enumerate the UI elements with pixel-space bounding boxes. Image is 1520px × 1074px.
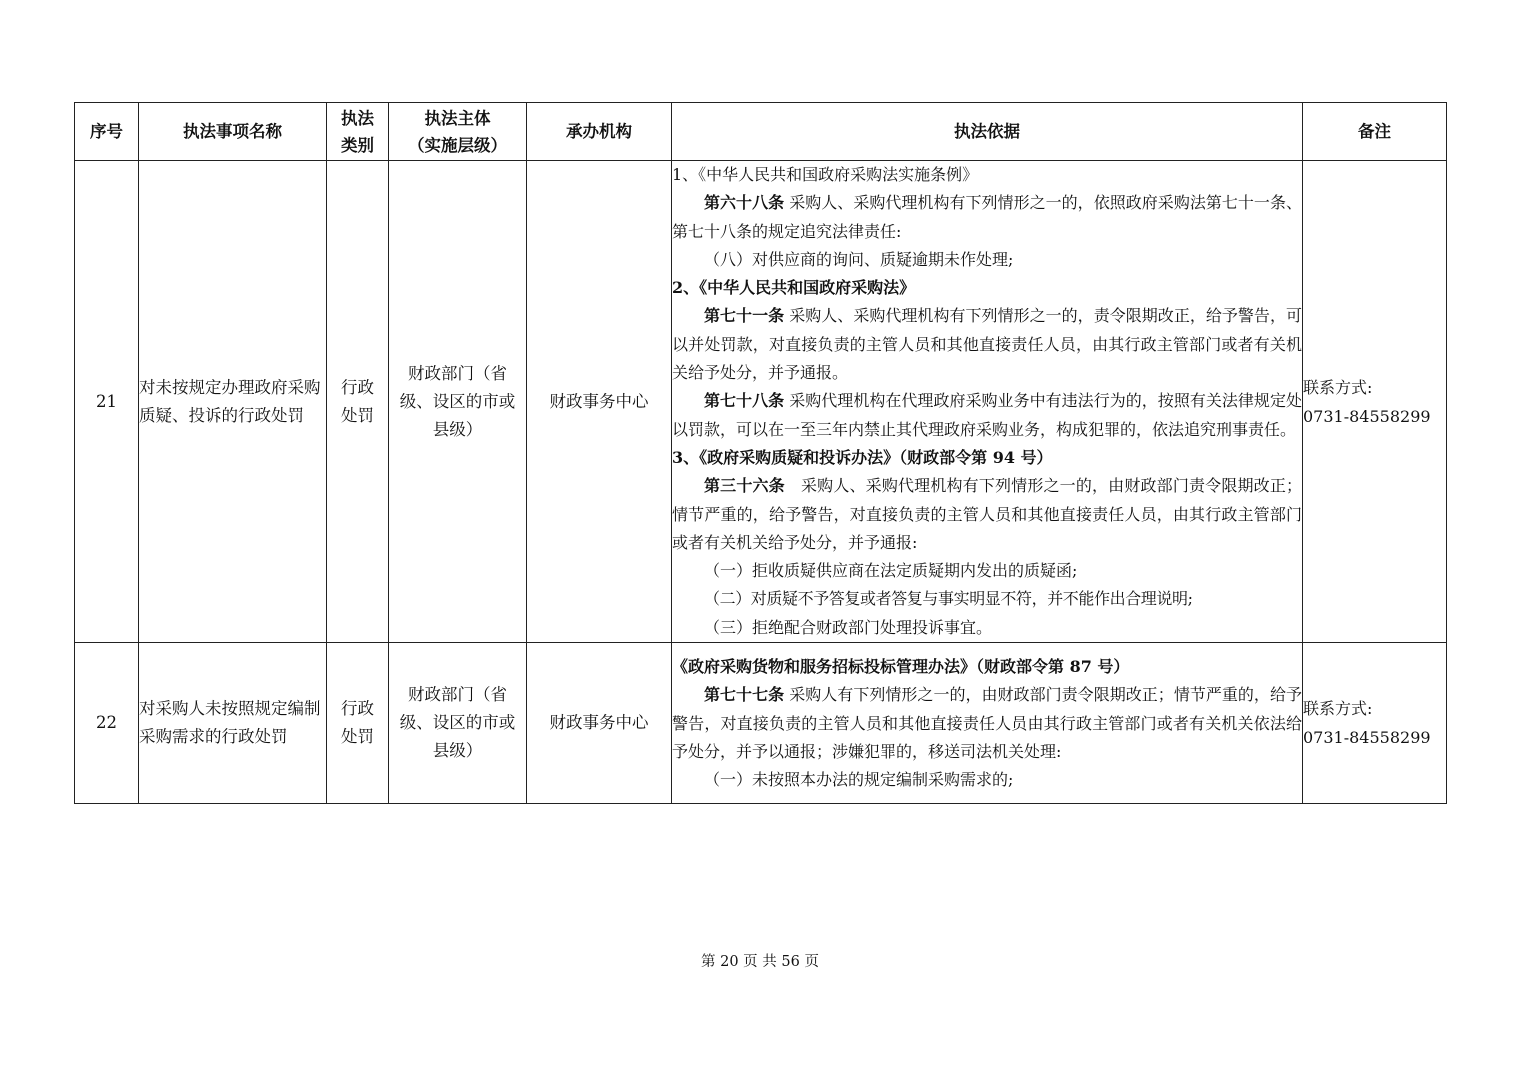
- law-item: （三）拒绝配合财政部门处理投诉事宜。: [704, 617, 993, 637]
- article-label: 第三十六条: [704, 476, 785, 496]
- header-basis: 执法依据: [672, 103, 1303, 161]
- row-category: 行政 处罚: [327, 643, 389, 803]
- law-article: [672, 189, 1302, 246]
- header-row: [75, 103, 1447, 161]
- header-subject: 执法主体 （实施层级）: [389, 103, 527, 161]
- header-agency: 承办机构: [527, 103, 672, 161]
- law-item: （二）对质疑不予答复或者答复与事实明显不符，并不能作出合理说明;: [704, 589, 1193, 609]
- article-text: 采购人、采购代理机构有下列情形之一的，依照政府采购法第七十一条、第七十八条的规定追究法律责任:: [672, 193, 1302, 241]
- law-title: 1、《中华人民共和国政府采购法实施条例》: [672, 165, 979, 184]
- row-basis: [672, 643, 1303, 803]
- row-seq: 21: [75, 161, 139, 643]
- row-item-name: 对采购人未按照规定编制采购需求的行政处罚: [139, 643, 327, 803]
- page-number: 第 20 页 共 56 页: [701, 954, 819, 970]
- article-label: 第六十八条: [704, 193, 785, 213]
- law-article: [672, 387, 1302, 444]
- row-subject: [389, 643, 527, 803]
- article-text: 采购人、采购代理机构有下列情形之一的，责令限期改正，给予警告，可以并处罚款，对直接负责的主管人员和其他直接责任人员，由其行政主管部门或者有关机关给予处分，并予通报。: [672, 306, 1302, 383]
- row-subject-text: 财政部门（省级、设区的市或县级）: [399, 684, 516, 760]
- header-seq: 序号: [75, 103, 139, 161]
- table-row: [75, 643, 1447, 803]
- row-note: 联系方式: 0731-84558299: [1303, 161, 1447, 643]
- article-text: 采购代理机构在代理政府采购业务中有违法行为的，按照有关法律规定处以罚款，可以在一至三年内禁止其代理政府采购业务，构成犯罪的，依法追究刑事责任。: [672, 391, 1302, 439]
- header-note: 备注: [1303, 103, 1447, 161]
- article-label: 第七十八条: [704, 391, 785, 411]
- law-item: （八）对供应商的询问、质疑逾期未作处理;: [704, 249, 1014, 269]
- article-label: 第七十七条: [704, 685, 785, 705]
- law-article: [672, 472, 1302, 557]
- law-title: 《政府采购货物和服务招标投标管理办法》（财政部令第 87 号）: [672, 657, 1130, 677]
- law-title: 3、《政府采购质疑和投诉办法》（财政部令第 94 号）: [672, 447, 1053, 467]
- article-label: 第七十一条: [704, 306, 785, 326]
- row-note: 联系方式: 0731-84558299: [1303, 643, 1447, 803]
- header-category: 执法 类别: [327, 103, 389, 161]
- row-subject-text: 财政部门（省级、设区的市或县级）: [399, 363, 516, 439]
- law-article: [672, 681, 1302, 766]
- row-agency: 财政事务中心: [527, 643, 672, 803]
- row-agency: 财政事务中心: [527, 161, 672, 643]
- law-article: [672, 302, 1302, 387]
- enforcement-items-table: [74, 102, 1447, 804]
- row-basis: [672, 161, 1303, 643]
- row-item-name: 对未按规定办理政府采购质疑、投诉的行政处罚: [139, 161, 327, 643]
- law-item: （一）拒收质疑供应商在法定质疑期内发出的质疑函;: [704, 561, 1078, 581]
- row-seq: 22: [75, 643, 139, 803]
- article-text: 采购人、采购代理机构有下列情形之一的，由财政部门责令限期改正；情节严重的，给予警告，对直接负责的主管人员和其他直接责任人员，由其行政主管部门或者有关机关给予处分，并予通报:: [672, 476, 1302, 552]
- header-item-name: 执法事项名称: [139, 103, 327, 161]
- row-category: 行政 处罚: [327, 161, 389, 643]
- article-text: 采购人有下列情形之一的，由财政部门责令限期改正；情节严重的，给予警告，对直接负责的主管人员和其他直接责任人员由其行政主管部门或者有关机关依法给予处分，并予以通报；涉嫌犯罪的，移送司法机关处理:: [672, 685, 1302, 761]
- law-item: （一）未按照本办法的规定编制采购需求的;: [704, 770, 1014, 790]
- law-title: 2、《中华人民共和国政府采购法》: [672, 278, 916, 298]
- table-row: [75, 161, 1447, 643]
- row-subject: [389, 161, 527, 643]
